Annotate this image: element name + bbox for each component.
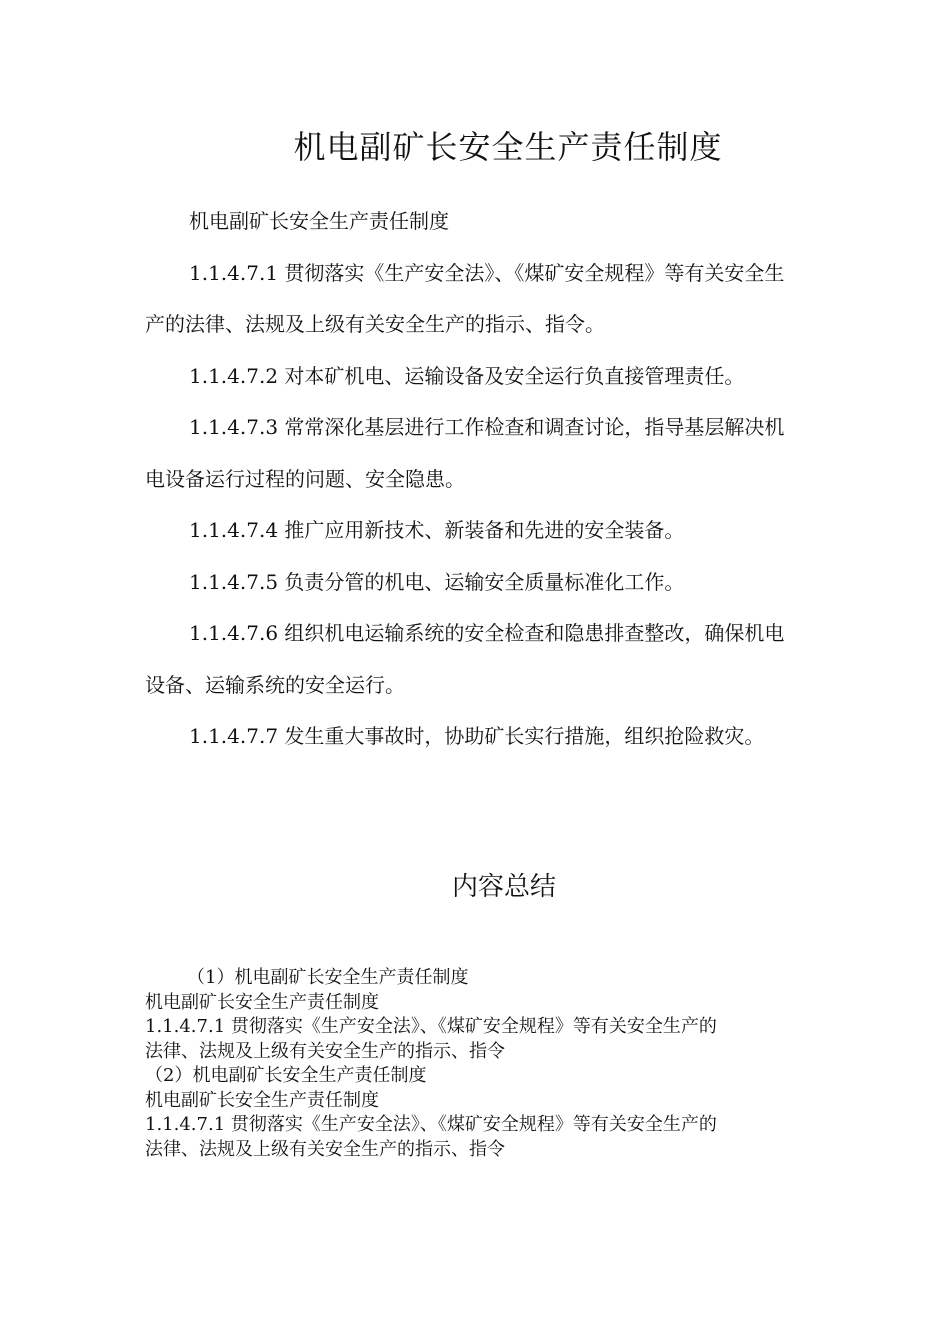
summary-line: 法律、法规及上级有关安全生产的指示、指令 — [145, 1040, 505, 1062]
paragraph-clause-7: 1.1.4.7.7 发生重大事故时，协助矿长实行措施，组织抢险救灾。 — [189, 724, 765, 748]
paragraph-clause-3: 1.1.4.7.3 常常深化基层进行工作检查和调查讨论，指导基层解决机电设备运行过程的问题、安全隐患。 — [145, 415, 785, 491]
summary-line: 1.1.4.7.1 贯彻落实《生产安全法》、《煤矿安全规程》等有关安全生产的 — [145, 1114, 717, 1135]
summary-line: 机电副矿长安全生产责任制度 — [145, 991, 379, 1013]
summary-line: 法律、法规及上级有关安全生产的指示、指令 — [145, 1138, 505, 1160]
summary-line: 机电副矿长安全生产责任制度 — [145, 1089, 379, 1111]
summary-title: 内容总结 — [451, 872, 556, 902]
summary-line: （1）机电副矿长安全生产责任制度 — [187, 967, 469, 988]
paragraph-heading: 机电副矿长安全生产责任制度 — [189, 209, 449, 233]
paragraph-clause-4: 1.1.4.7.4 推广应用新技术、新装备和先进的安全装备。 — [189, 518, 685, 542]
document-body — [145, 196, 795, 763]
paragraph-clause-5: 1.1.4.7.5 负责分管的机电、运输安全质量标准化工作。 — [189, 569, 685, 594]
paragraph-clause-1: 1.1.4.7.1 贯彻落实《生产安全法》、《煤矿安全规程》等有关安全生产的法律、法规及上级有关安全生产的指示、指令。 — [145, 260, 785, 336]
paragraph-clause-2: 1.1.4.7.2 对本矿机电、运输设备及安全运行负直接管理责任。 — [189, 363, 745, 388]
summary-line: （2）机电副矿长安全生产责任制度 — [145, 1065, 427, 1086]
summary-line: 1.1.4.7.1 贯彻落实《生产安全法》、《煤矿安全规程》等有关安全生产的 — [145, 1016, 717, 1037]
paragraph-clause-6: 1.1.4.7.6 组织机电运输系统的安全检查和隐患排查整改，确保机电设备、运输系统的安全运行。 — [145, 621, 785, 697]
document-title: 机电副矿长安全生产责任制度 — [293, 128, 723, 166]
summary-body — [145, 966, 810, 1162]
